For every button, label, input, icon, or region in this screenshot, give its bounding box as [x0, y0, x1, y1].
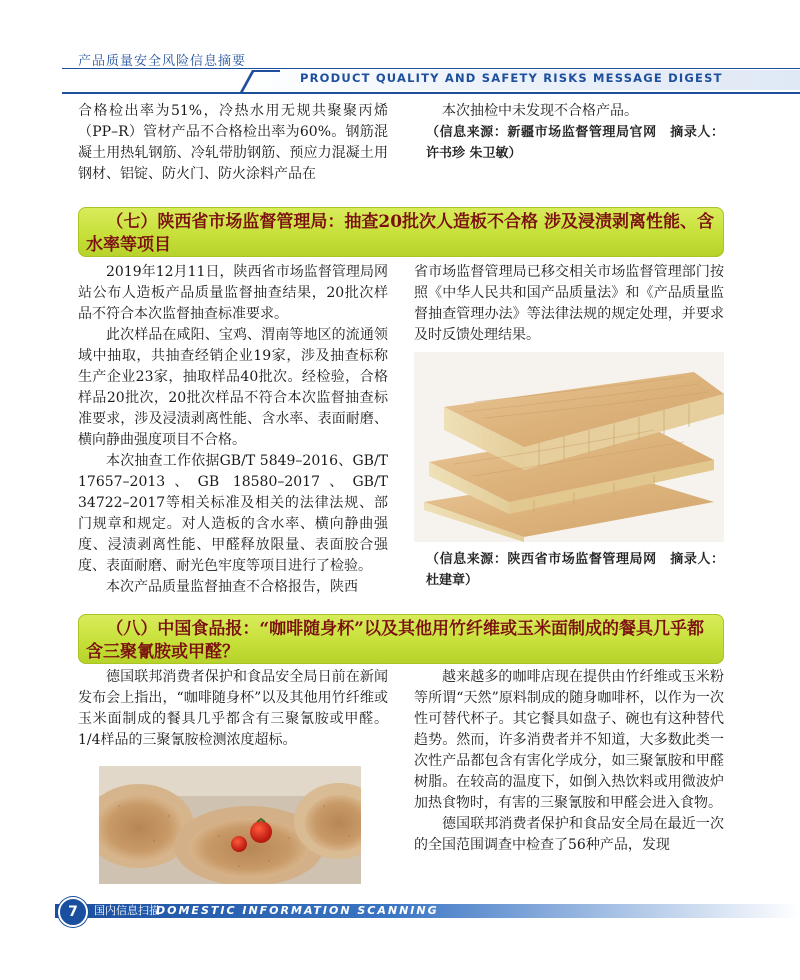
section8-right-para-2: 德国联邦消费者保护和食品安全局在最近一次的全国范围调查中检查了56种产品，发现 — [414, 816, 724, 853]
digest-title-cn: 产品质量安全风险信息摘要 — [78, 54, 247, 69]
section8-title: （八）中国食品报：“咖啡随身杯”以及其他用竹纤维或玉米面制成的餐具几乎都含三聚氰胺或甲醛？ — [86, 619, 704, 662]
footer-section-en: DOMESTIC INFORMATION SCANNING — [156, 904, 439, 917]
section7-left-column — [78, 262, 388, 598]
section7-para-2: 此次样品在咸阳、宝鸡、渭南等地区的流通领域中抽取，共抽查经销企业19家，涉及抽查标称生产企业23家，抽取样品40批次。经检验，合格样品20批次，20批次样品不符合本次监督抽查标准要求，涉及浸渍剥离性能、含水率、表面耐磨、横向静曲强度项目不合格。 — [78, 327, 388, 448]
top-right-column — [414, 101, 724, 164]
header-slant-decoration — [232, 66, 280, 92]
section8-banner — [78, 614, 724, 664]
section7-source-note: （信息来源：陕西省市场监督管理局网 摘录人：杜建章） — [426, 552, 724, 588]
section7-title: （七）陕西省市场监督管理局：抽查20批次人造板不合格 涉及浸渍剥离性能、含水率等项目 — [86, 212, 714, 255]
bamboo-bowls-photo — [99, 766, 361, 884]
header-bottom-rule — [62, 92, 800, 94]
section7-para-3: 本次抽查工作依据GB/T 5849–2016、GB/T 17657–2013、GB 18580–2017、GB/T 34722–2017等相关标准及相关的法律法规、部门规章和规定。对人造板的含水率、横向静曲强度、浸渍剥离性能、甲醛释放限量、表面胶合强度、表面耐磨、耐光色牢度等项目进行了检验。 — [78, 453, 388, 574]
section8-left-text: 德国联邦消费者保护和食品安全局日前在新闻发布会上指出，“咖啡随身杯”以及其他用竹纤维或玉米面制成的餐具几乎都含有三聚氰胺或甲醛。1/4样品的三聚氰胺检测浓度超标。 — [78, 669, 388, 748]
page-number: 7 — [58, 897, 88, 927]
section7-banner — [78, 207, 724, 257]
section8-right-para-1: 越来越多的咖啡店现在提供由竹纤维或玉米粉等所谓“天然”原料制成的随身咖啡杯，以作为一次性可替代杯子。其它餐具如盘子、碗也有这种替代趋势。然而，许多消费者并不知道，大多数此类一次性产品都包含有害化学成分，如三聚氰胺和甲醛树脂。在较高的温度下，如倒入热饮料或用微波炉加热食物时，有害的三聚氰胺和甲醛会进入食物。 — [414, 669, 724, 811]
section7-right-text: 省市场监督管理局已移交相关市场监督管理部门按照《中华人民共和国产品质量法》和《产品质量监督抽查管理办法》等法律法规的规定处理，并要求及时反馈处理结果。 — [414, 264, 724, 343]
top-left-text: 合格检出率为51%，冷热水用无规共聚聚丙烯（PP–R）管材产品不合格检出率为60%。钢筋混凝土用热轧钢筋、冷轧带肋钢筋、预应力混凝土用钢材、铝锭、防火门、防火涂料产品在 — [78, 103, 388, 182]
section8-right-column — [414, 667, 724, 856]
footer-section-cn: 国内信息扫描 — [94, 904, 160, 917]
section7-source-column — [414, 549, 724, 591]
wood-board-photo — [414, 352, 724, 542]
section7-para-4: 本次产品质量监督抽查不合格报告，陕西 — [106, 579, 358, 595]
top-source-note: （信息来源：新疆市场监督管理局官网 摘录人：许书珍 朱卫敏） — [426, 125, 724, 161]
top-left-column — [78, 101, 388, 185]
section8-left-column — [78, 667, 388, 751]
header-rule — [62, 68, 800, 69]
section7-para-1: 2019年12月11日，陕西省市场监督管理局网站公布人造板产品质量监督抽查结果，20批次样品不符合本次监督抽查标准要求。 — [78, 264, 388, 322]
digest-title-en: PRODUCT QUALITY AND SAFETY RISKS MESSAGE DIGEST — [300, 71, 723, 85]
section7-right-column — [414, 262, 724, 346]
top-right-text: 本次抽检中未发现不合格产品。 — [442, 103, 638, 119]
